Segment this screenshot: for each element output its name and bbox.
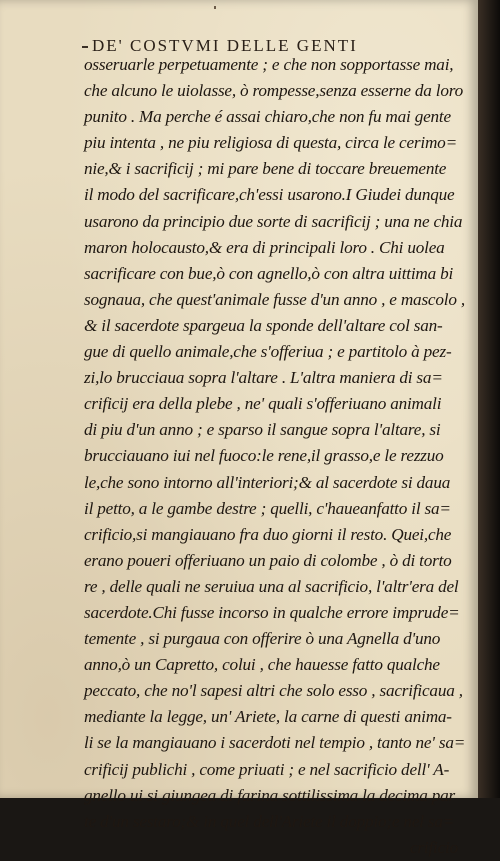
text-line: che alcuno le uiolasse, ò rompesse,senza esserne da loro (84, 81, 463, 101)
text-line: te d'un sestaro;& in quel dell'Ariete il doppio;e nel sa= (84, 811, 455, 831)
text-line: re , delle quali ne seruiua una al sacrificio, l'altr'era del (84, 576, 459, 596)
text-line: crificij publichi , come priuati ; e nel sacrificio dell' A- (84, 759, 450, 779)
text-line: zi,lo brucciaua sopra l'altare . L'altra maniera di sa= (84, 368, 443, 388)
text-line: crificio (409, 837, 458, 857)
header-dash (82, 46, 88, 48)
text-line: il petto, a le gambe destre ; quelli, c'haueanfatto il sa= (84, 498, 451, 518)
text-line: brucciauano iui nel fuoco:le rene,il grasso,e le rezzuo (84, 446, 444, 466)
text-line: mediante la legge, un' Ariete, la carne di questi anima- (84, 707, 452, 727)
text-line: punito . Ma perche é assai chiaro,che non fu mai gente (84, 107, 451, 127)
text-line: anno,ò un Capretto, colui , che hauesse fatto qualche (84, 655, 440, 675)
text-line: gue di quello animale,che s'offeriua ; e partitolo à pez- (84, 342, 452, 362)
running-head-text: DE' COSTVMI DELLE GENTI (92, 36, 358, 55)
text-line: sognaua, che quest'animale fusse d'un anno , e mascolo , (84, 289, 465, 309)
text-line: il modo del sacrificare,ch'essi usarono.I Giudei dunque (84, 185, 455, 205)
text-block (84, 52, 474, 861)
text-line: maron holocausto,& era di principali loro . Chi uolea (84, 237, 445, 257)
text-line: usarono da principio due sorte di sacrificij ; una ne chia (84, 211, 463, 231)
text-line: temente , si purgaua con offerire ò una Agnella d'uno (84, 629, 441, 649)
text-line: le,che sono intorno all'interiori;& al sacerdote si daua (84, 472, 451, 492)
text-line: sacerdote.Chi fusse incorso in qualche errore imprude= (84, 602, 460, 622)
text-line: peccato, che no'l sapesi altri che solo esso , sacrificaua , (84, 681, 463, 701)
text-line: sacrificare con bue,ò con agnello,ò con altra uittima bi (84, 263, 454, 283)
ink-speck (214, 6, 216, 9)
text-line: crificij era della plebe , ne' quali s'offeriuano animali (84, 394, 442, 414)
text-line: osseruarle perpetuamente ; e che non sopportasse mai, (84, 55, 454, 74)
text-line: nie,& i sacrificij ; mi pare bene di toccare breuemente (84, 159, 447, 179)
text-line: crificio,si mangiauano fra duo giorni il resto. Quei,che (84, 524, 452, 544)
text-line: li se la mangiauano i sacerdoti nel tempio , tanto ne' sa= (84, 733, 466, 753)
text-line: & il sacerdote spargeua la sponde dell'altare col san- (84, 315, 443, 335)
text-line: piu intenta , ne piu religiosa di questa, circa le cerimo= (84, 133, 457, 153)
text-line: di piu d'un anno ; e sparso il sangue sopra l'altare, si (84, 420, 441, 440)
text-line: erano poueri offeriuano un paio di colombe , ò di torto (84, 550, 452, 570)
book-gutter (478, 0, 500, 798)
text-line: gnello ui si giungea di farina sottilissima la decima par (84, 785, 456, 805)
